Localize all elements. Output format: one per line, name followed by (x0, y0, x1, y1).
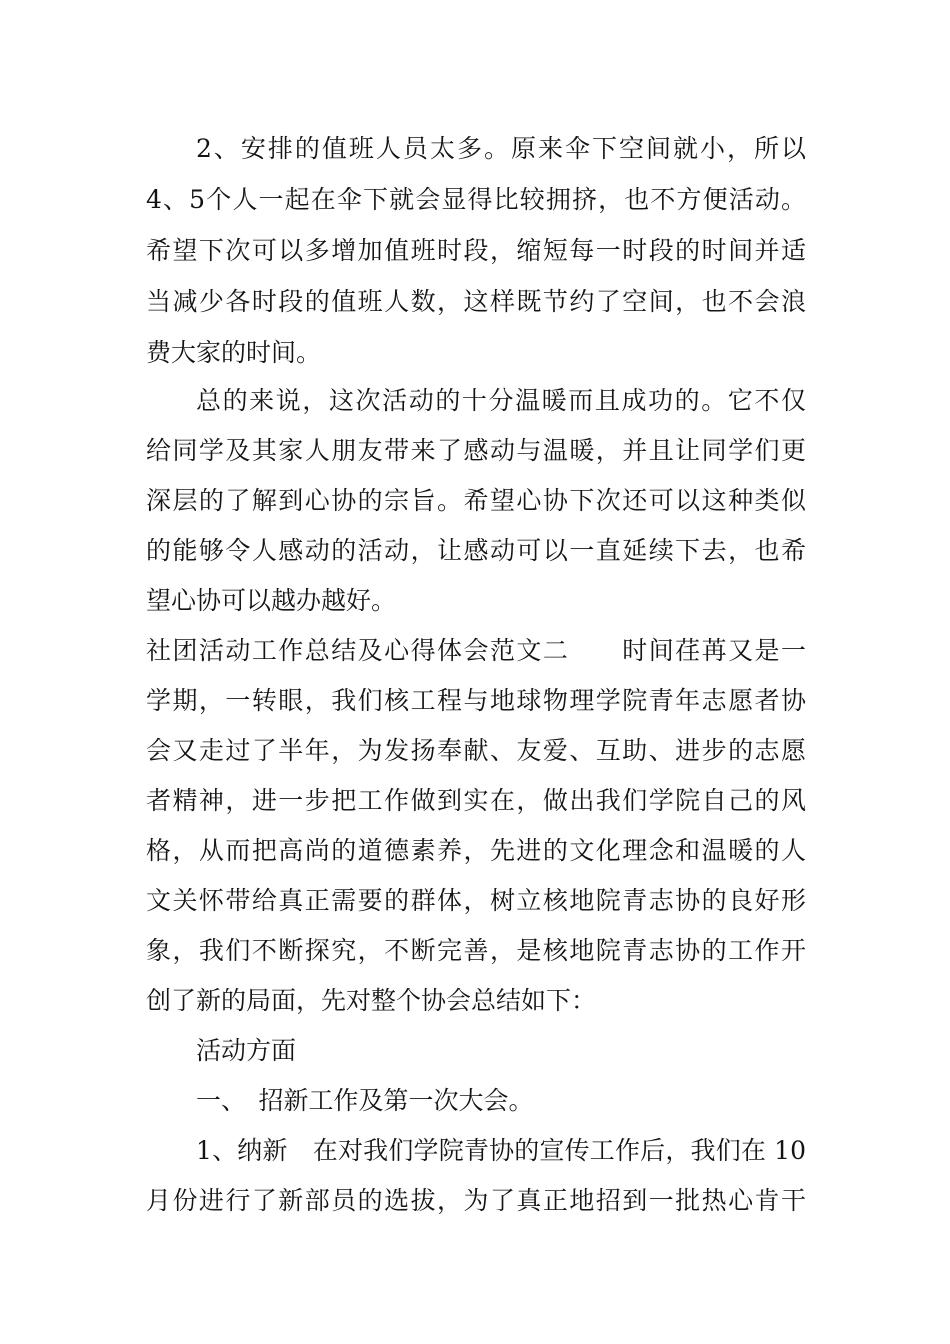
text-line: 望心协可以越办越好。 (146, 586, 397, 615)
text-line: 4、5个人一起在伞下就会显得比较拥挤，也不方便活动。 (146, 185, 806, 214)
text-line: 创了新的局面，先对整个协会总结如下： (146, 986, 597, 1015)
text-line: 文关怀带给真正需要的群体，树立核地院青志协的良好形 (146, 886, 806, 915)
text-line: 象，我们不断探究，不断完善，是核地院青志协的工作开 (146, 936, 806, 965)
text-line: 格，从而把高尚的道德素养，先进的文化理念和温暖的人 (146, 836, 806, 865)
subsection-heading: 一、 招新工作及第一次大会。 (196, 1086, 534, 1115)
text-line: 会又走过了半年，为发扬奉献、友爱、互助、进步的志愿 (146, 736, 806, 765)
text-line: 希望下次可以多增加值班时段，缩短每一时段的时间并适 (146, 236, 806, 265)
text-line: 社团活动工作总结及心得体会范文二 时间荏苒又是一 (146, 636, 806, 665)
text-line: 深层的了解到心协的宗旨。希望心协下次还可以这种类似 (146, 486, 806, 515)
text-line: 当减少各时段的值班人数，这样既节约了空间，也不会浪 (146, 287, 806, 316)
text-line: 总的来说，这次活动的十分温暖而且成功的。它不仅 (196, 386, 806, 415)
text-line: 者精神，进一步把工作做到实在，做出我们学院自己的风 (146, 786, 806, 815)
text-line: 费大家的时间。 (146, 338, 322, 367)
text-line: 1、纳新 在对我们学院青协的宣传工作后，我们在 10 (196, 1136, 806, 1165)
text-line: 月份进行了新部员的选拔，为了真正地招到一批热心肯干 (146, 1186, 806, 1215)
text-line: 学期，一转眼，我们核工程与地球物理学院青年志愿者协 (146, 686, 806, 715)
text-line: 的能够令人感动的活动，让感动可以一直延续下去，也希 (146, 536, 806, 565)
section-heading: 活动方面 (196, 1036, 297, 1065)
text-line: 2、安排的值班人员太多。原来伞下空间就小，所以 (196, 134, 806, 163)
text-line: 给同学及其家人朋友带来了感动与温暖，并且让同学们更 (146, 436, 806, 465)
